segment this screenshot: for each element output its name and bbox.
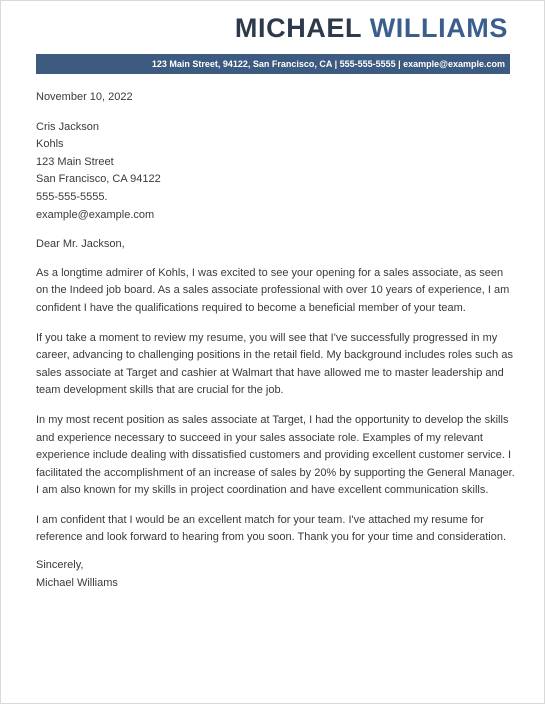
body-paragraph: As a longtime admirer of Kohls, I was excited to see your opening for a sales associate, as seen on the Indeed job board. As a sales associate professional with over 10 years of experience, I am confident I have the qualifications required to become a beneficial member of your team.	[36, 266, 510, 314]
letter-date: November 10, 2022	[36, 91, 133, 103]
applicant-first-name: MICHAEL	[234, 13, 362, 43]
signature-name: Michael Williams	[36, 576, 118, 589]
letter-body	[36, 89, 516, 592]
valediction: Sincerely,	[36, 559, 84, 572]
recipient-email: example@example.com	[36, 208, 155, 221]
applicant-last-name: WILLIAMS	[369, 13, 508, 43]
body-paragraph: I am confident that I would be an excellent match for your team. I've attached my resume for reference and look forward to hearing from you soon. Thank you for your time and consideration.	[36, 513, 507, 544]
applicant-name-heading	[235, 11, 508, 45]
body-paragraph: In my most recent position as sales associate at Target, I had the opportunity to develop the skills and experience necessary to succeed in your sales associate role. Examples of my relevant experience include dealing with dissatisfied customers and providing excellent customer service. I facilitated the accomplishment of an increase of sales by 20% by supporting the General Manager. I am also known for my skills in project coordination and have excellent communication skills.	[36, 413, 515, 497]
recipient-company: Kohls	[36, 138, 64, 151]
recipient-phone: 555-555-5555.	[36, 190, 108, 203]
contact-info-bar: 123 Main Street, 94122, San Francisco, CA | 555-555-5555 | example@example.com	[36, 54, 510, 74]
recipient-street: 123 Main Street	[36, 155, 114, 168]
recipient-city: San Francisco, CA 94122	[36, 173, 161, 186]
recipient-name: Cris Jackson	[36, 120, 99, 133]
closing-block	[36, 557, 516, 592]
body-paragraph: If you take a moment to review my resume, you will see that I've successfully progressed in my career, advancing to challenging positions in the retail field. My background includes roles such as sales associate at Target and cashier at Walmart that have allowed me to master leadership and team development skills that are crucial for the job.	[36, 331, 513, 397]
salutation: Dear Mr. Jackson,	[36, 238, 125, 251]
recipient-address-block	[36, 119, 516, 225]
